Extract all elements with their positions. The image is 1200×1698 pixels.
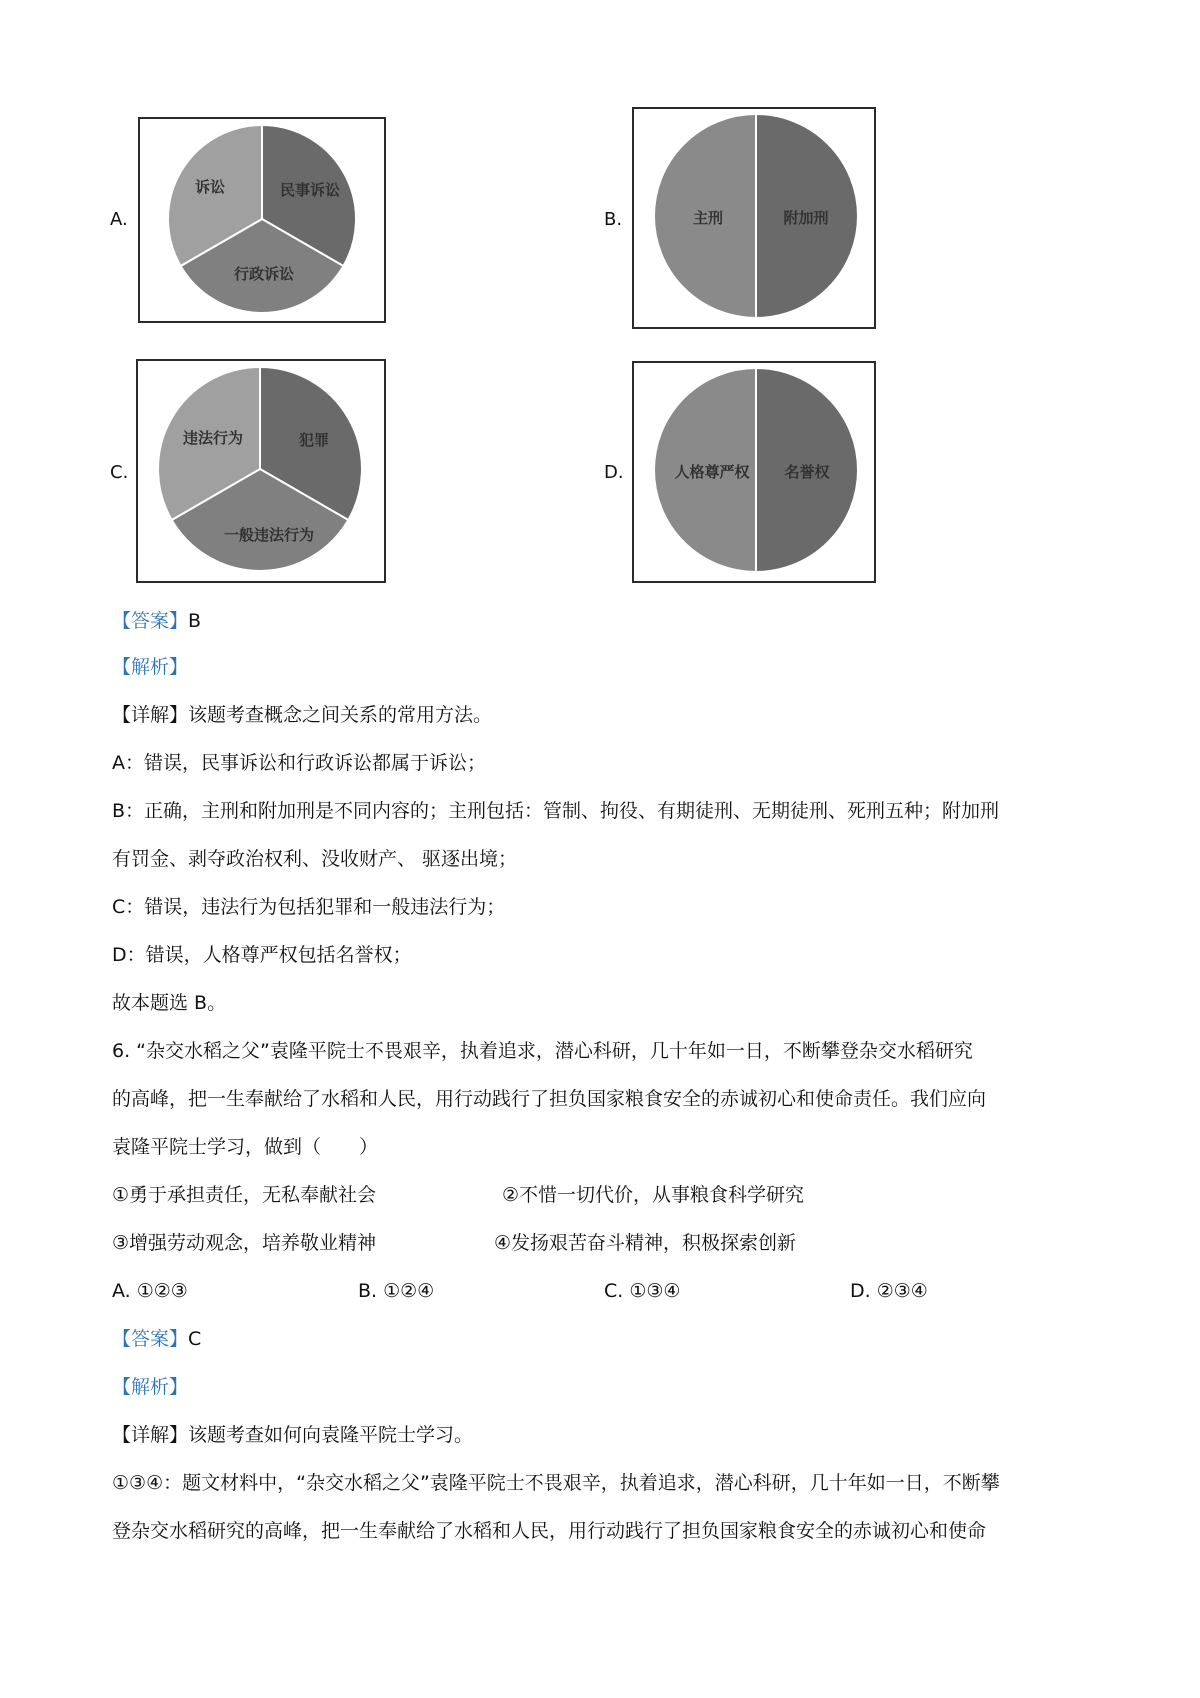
q6-detail: 【详解】该题考查如何向袁隆平院士学习。 [112,1424,474,1446]
q6-option-b: B. ①②④ [358,1280,435,1302]
figure-a-pie [140,119,384,321]
answer-value: B [188,610,202,632]
answer-value: C [188,1328,202,1350]
q6-explain-1: ①③④：题文材料中，“杂交水稻之父”袁隆平院士不畏艰辛，执着追求，潜心科研，几十年如一日，不断攀 [112,1472,1000,1494]
figure-c-frame [136,359,386,583]
q6-option-c: C. ①③④ [604,1280,681,1302]
q5-line-d: D：错误，人格尊严权包括名誉权； [112,944,412,966]
figure-d-letter: D. [604,462,624,483]
pie-label: 人格尊严权 [674,463,750,481]
figure-b-letter: B. [604,209,623,230]
q5-line-b: B：正确，主刑和附加刑是不同内容的；主刑包括：管制、拘役、有期徒刑、无期徒刑、死刑五种；附加刑 [112,800,1000,822]
q6-option-d: D. ②③④ [850,1280,928,1302]
pie-label: 主刑 [692,209,724,227]
q5-line-b-cont: 有罚金、剥夺政治权利、没收财产、 驱逐出境； [112,848,518,870]
pie-label: 附加刑 [783,209,829,227]
figure-d-frame [632,361,876,583]
figure-c-pie [138,361,384,581]
q6-statement-1: ①勇于承担责任，无私奉献社会 [112,1184,377,1206]
q5-detail: 【详解】该题考查概念之间关系的常用方法。 [112,704,493,726]
q5-line-c: C：错误，违法行为包括犯罪和一般违法行为； [112,896,506,918]
pie-label: 违法行为 [182,429,244,447]
q6-stem-2: 的高峰，把一生奉献给了水稻和人民，用行动践行了担负国家粮食安全的赤诚初心和使命责任。我们应向 [112,1088,987,1110]
pie-label: 名誉权 [784,463,830,481]
q6-statement-4: ④发扬艰苦奋斗精神，积极探索创新 [494,1232,797,1254]
pie-label: 一般违法行为 [223,526,315,544]
figure-c-letter: C. [110,462,129,483]
figure-a-letter: A. [110,209,128,230]
pie-label: 诉讼 [194,178,226,196]
q6-option-a: A. ①②③ [112,1280,188,1302]
q6-analysis-label: 【解析】 [112,1376,189,1398]
q5-analysis-label: 【解析】 [112,656,189,678]
q6-statement-3: ③增强劳动观念，培养敬业精神 [112,1232,377,1254]
answer-label: 【答案】 [112,610,189,632]
q6-stem-3: 袁隆平院士学习，做到（ ） [112,1136,379,1158]
figure-b-pie [634,109,874,327]
figure-a-frame [138,117,386,323]
q6-statement-2: ②不惜一切代价，从事粮食科学研究 [502,1184,805,1206]
figure-b-frame [632,107,876,329]
answer-label: 【答案】 [112,1328,189,1350]
q6-stem-1: 6. “杂交水稻之父”袁隆平院士不畏艰辛，执着追求，潜心科研，几十年如一日，不断攀登杂交水稻研究 [112,1040,973,1062]
pie-label: 行政诉讼 [233,265,295,283]
q5-conclusion: 故本题选 B。 [112,992,227,1014]
q6-explain-2: 登杂交水稻研究的高峰，把一生奉献给了水稻和人民，用行动践行了担负国家粮食安全的赤诚初心和使命 [112,1520,987,1542]
q5-line-a: A：错误，民事诉讼和行政诉讼都属于诉讼； [112,752,486,774]
figure-d-pie [634,363,874,581]
q5-answer [112,608,201,634]
q6-answer [112,1326,201,1352]
pie-label: 犯罪 [298,431,330,449]
pie-label: 民事诉讼 [279,181,341,199]
